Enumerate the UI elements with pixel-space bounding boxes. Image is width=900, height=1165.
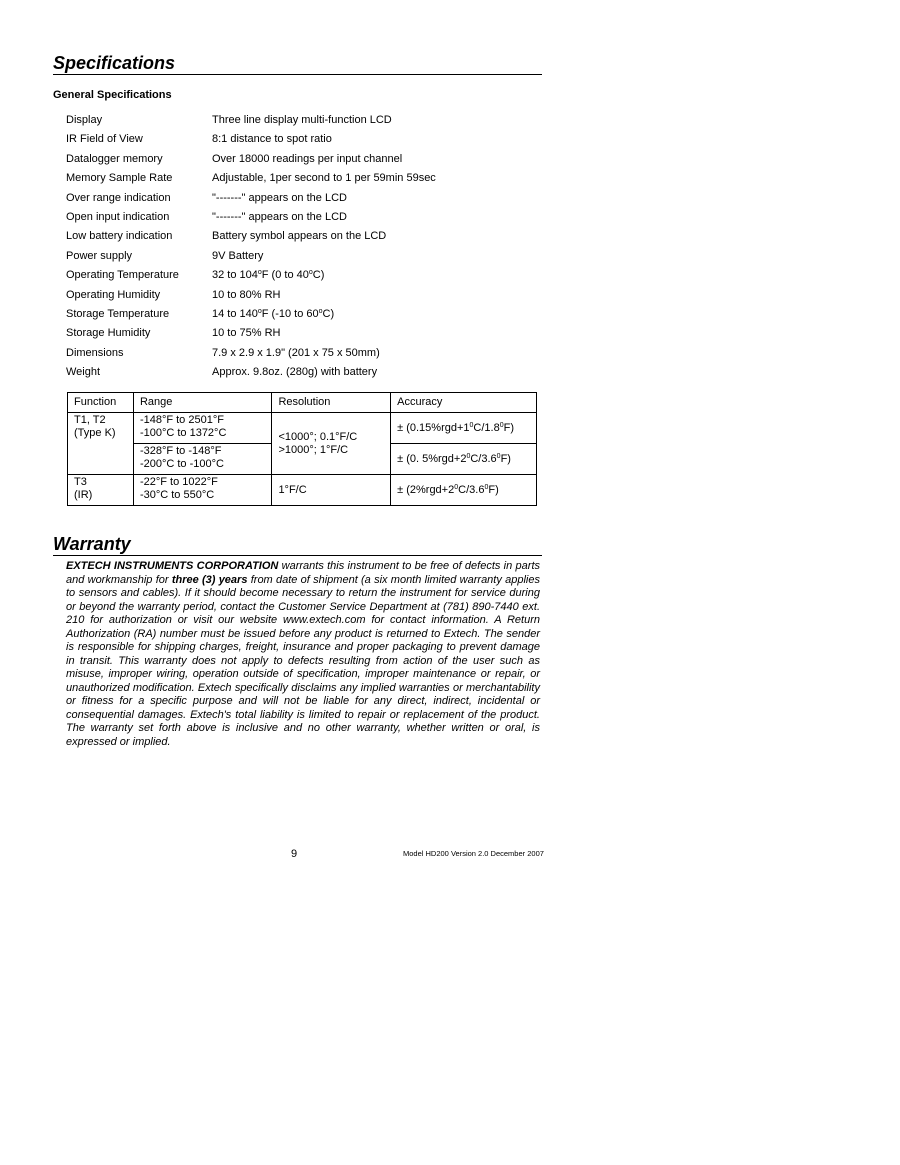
spec-label: Storage Temperature (66, 307, 170, 320)
spec-value: "-------" appears on the LCD (212, 210, 347, 223)
spec-value: Adjustable, 1per second to 1 per 59min 59sec (212, 172, 436, 185)
spec-label: Dimensions (66, 346, 124, 359)
page-number: 9 (291, 848, 298, 860)
spec-value: 32 to 104$^o$F (0 to 40$^o$C) (212, 269, 325, 282)
spec-value: "-------" appears on the LCD (212, 191, 347, 204)
spec-value: Approx. 9.8oz. (280g) with battery (212, 366, 378, 379)
header-range: Range (133, 393, 272, 413)
list-item (66, 169, 536, 188)
header-resolution: Resolution (272, 393, 391, 413)
function-specifications-table (67, 392, 537, 506)
warranty-term: three (3) years (171, 573, 248, 586)
spec-label: Storage Humidity (66, 327, 151, 340)
spec-value: 9V Battery (212, 249, 264, 262)
warranty-company: EXTECH INSTRUMENTS CORPORATION (66, 560, 279, 572)
spec-label: Operating Temperature (66, 269, 179, 282)
spec-label: Datalogger memory (66, 152, 163, 165)
list-item (66, 266, 536, 285)
list-item (66, 227, 536, 246)
spec-label: IR Field of View (66, 133, 143, 146)
list-item (66, 208, 536, 227)
general-specifications-list (66, 111, 536, 382)
t1t2-resolution-cell: <1000°; 0.1°F/C >1000°; 1°F/C (272, 413, 391, 475)
t3-range-cell: -22°F to 1022°F -30°C to 550°C (133, 475, 272, 506)
spec-label: Low battery indication (66, 230, 173, 243)
warranty-text-1: warrants this instrument to be free of defects in parts and workmanship for (66, 560, 540, 586)
general-specifications-heading: General Specifications (53, 89, 172, 101)
warranty-paragraph (66, 560, 540, 749)
spec-value: 7.9 x 2.9 x 1.9" (201 x 75 x 50mm) (212, 346, 380, 359)
list-item (66, 344, 536, 363)
spec-label: Over range indication (66, 191, 171, 204)
header-accuracy: Accuracy (391, 393, 537, 413)
spec-value: 10 to 80% RH (212, 288, 281, 301)
list-item (66, 189, 536, 208)
t3-accuracy-cell: ± $(2\%rgd+2^0C/3.6^0F)$ (391, 475, 537, 506)
list-item (66, 305, 536, 324)
spec-label: Display (66, 114, 103, 126)
t1t2-range-b-cell: -328°F to -148°F -200°C to -100°C (133, 444, 272, 475)
list-item (66, 363, 536, 382)
t3-function-cell: T3 (IR) (68, 475, 134, 506)
spec-value: 14 to 140$^o$F (-10 to 60$^o$C) (212, 307, 335, 320)
t3-resolution-cell: 1°F/C (272, 475, 391, 506)
spec-value: 10 to 75% RH (212, 327, 281, 340)
list-item (66, 324, 536, 343)
spec-label: Weight (66, 366, 101, 379)
spec-value: Battery symbol appears on the LCD (212, 230, 387, 243)
list-item (66, 247, 536, 266)
list-item (66, 130, 536, 149)
list-item (66, 150, 536, 169)
spec-label: Power supply (66, 249, 133, 262)
table-row (68, 475, 537, 506)
spec-label: Memory Sample Rate (66, 172, 173, 185)
t1t2-function-cell: T1, T2 (Type K) (68, 413, 134, 475)
spec-label: Open input indication (66, 210, 170, 223)
t1t2-range-a-cell: -148°F to 2501°F -100°C to 1372°C (133, 413, 272, 444)
t1t2-accuracy-a-cell: ± $(0.15\%rgd+1^0C/1.8^0F)$ (391, 413, 537, 444)
specifications-heading: Specifications (53, 53, 542, 75)
spec-value: 8:1 distance to spot ratio (212, 133, 332, 146)
spec-value: Three line display multi-function LCD (212, 114, 392, 126)
table-header-row (68, 393, 537, 413)
t1t2-accuracy-b-cell: ± (0. $5\%rgd+2^0C/3.6^0F$) (391, 444, 537, 475)
warranty-heading: Warranty (53, 534, 542, 556)
header-function: Function (68, 393, 134, 413)
model-version-info: Model HD200 Version 2.0 December 2007 (403, 849, 544, 858)
warranty-text-2: from date of shipment (a six month limited warranty applies to sensors and cables). If it should become necessary to return the instrument for service during or beyond the warranty period, contact the Customer Service Department at (781) 890-7440 ext. 210 for authorization or visit our website www.extech.com for contact information. A Return Authorization (RA) number must be issued before any product is returned to Extech. The sender is responsible for shipping charges, freight, insurance and proper packaging to prevent damage in transit. This warranty does not apply to defects resulting from action of the user such as misuse, improper wiring, operation outside of specification, improper maintenance or repair, or unauthorized modification. Extech specifically disclaims any implied warranties or merchantability or fitness for a specific purpose and will not be liable for any direct, indirect, incidental or consequential damages. Extech's total liability is limited to repair or replacement of the product. The warranty set forth above is inclusive and no other warranty, whether written or oral, is expressed or implied. (66, 573, 540, 748)
list-item (66, 111, 536, 130)
table-row (68, 413, 537, 444)
list-item (66, 286, 536, 305)
spec-value: Over 18000 readings per input channel (212, 152, 403, 165)
spec-label: Operating Humidity (66, 288, 161, 301)
